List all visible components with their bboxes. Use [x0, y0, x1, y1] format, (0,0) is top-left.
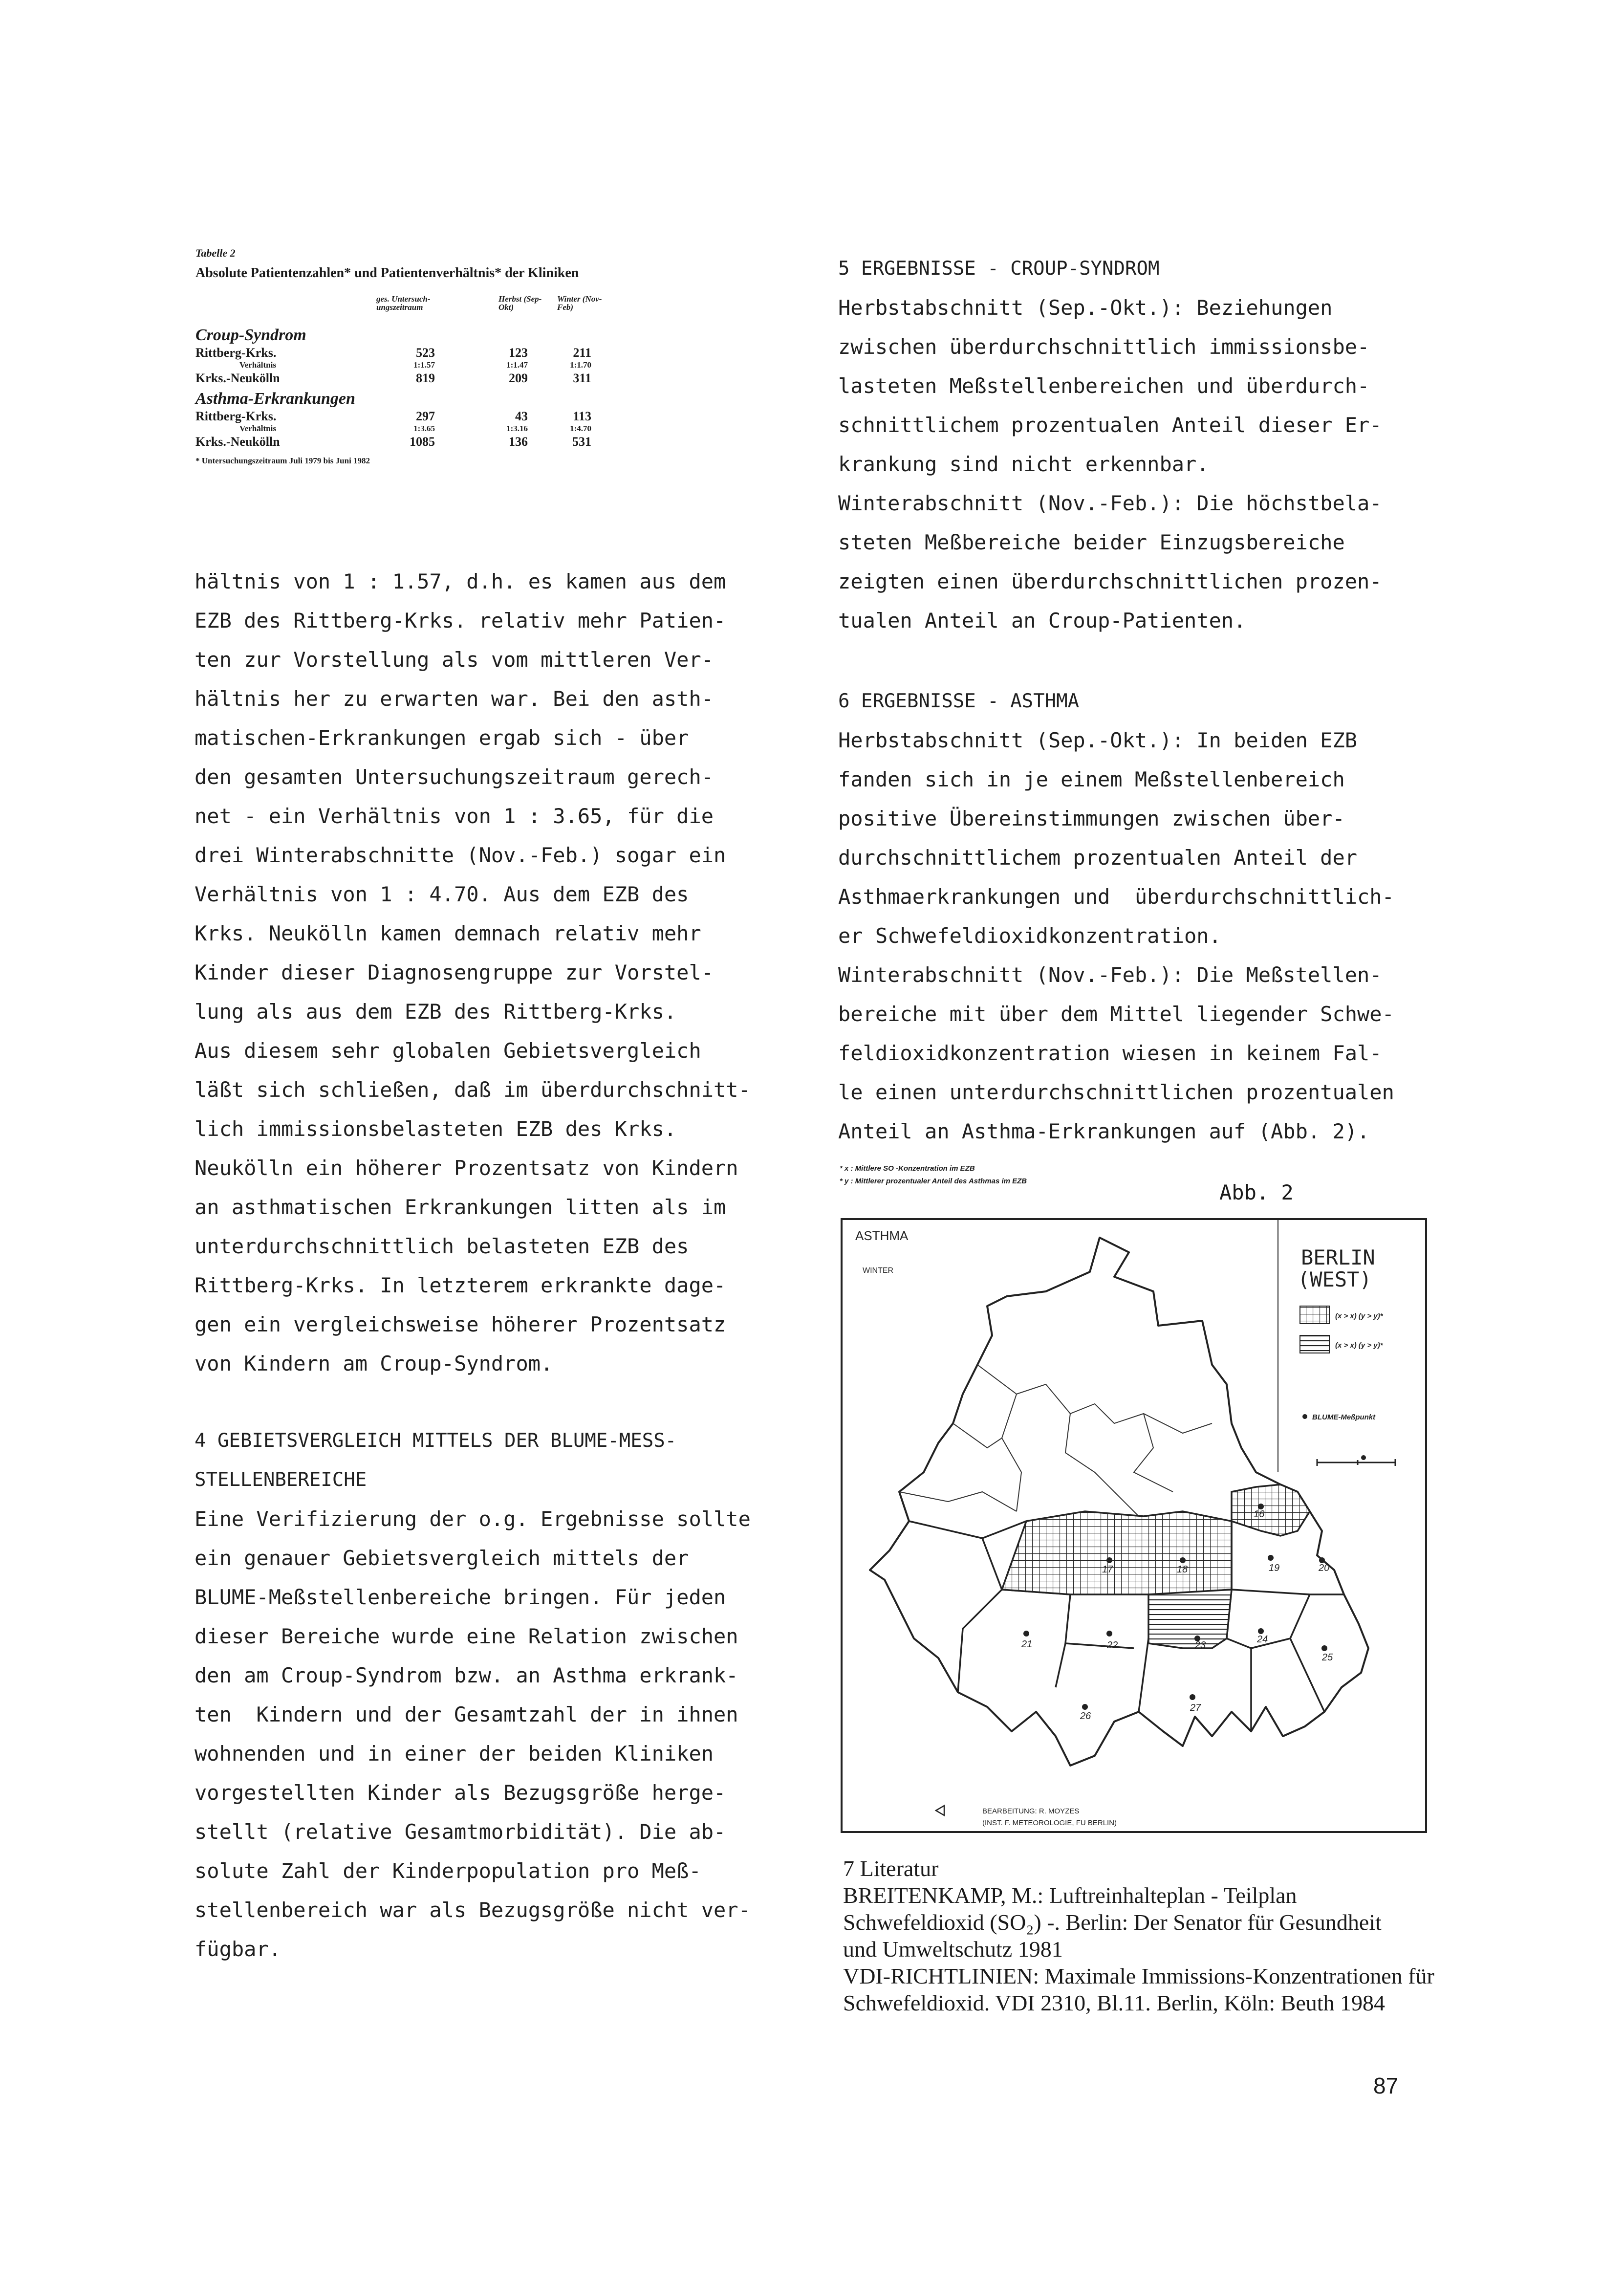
text-line: hältnis von 1 : 1.57, d.h. es kamen aus dem: [195, 569, 726, 593]
text-line: Kinder dieser Diagnosengruppe zur Vorstel-: [195, 960, 714, 984]
area-label-20: 20: [1319, 1563, 1330, 1573]
section-4-heading-2: STELLENBEREICHE: [195, 1469, 367, 1491]
section-6-body: [838, 721, 1444, 1151]
table-row: [195, 346, 689, 360]
table-cell: 523: [416, 346, 435, 360]
text-line: Winterabschnitt (Nov.-Feb.): Die höchstbela-: [838, 491, 1382, 515]
text-line: stellt (relative Gesamtmorbidität). Die ab-: [195, 1820, 726, 1844]
credit-line-2: (INST. F. METEOROLOGIE, FU BERLIN): [982, 1819, 1117, 1827]
table-row: [195, 424, 689, 435]
table-cell: 1:4.70: [570, 424, 591, 433]
text-line: feldioxidkonzentration wiesen in keinem Fal-: [838, 1041, 1382, 1065]
legend-title-1: BERLIN: [1301, 1245, 1375, 1269]
table-cell: 1:3.16: [506, 424, 528, 433]
legend-item-3: BLUME-Meßpunkt: [1312, 1413, 1376, 1421]
text-line: fanden sich in je einem Meßstellenbereich: [838, 767, 1345, 791]
text-line: zeigten einen überdurchschnittlichen prozen-: [838, 569, 1382, 593]
text-line: vorgestellten Kinder als Bezugsgröße herge-: [195, 1781, 726, 1805]
text-line: schnittlichem prozentualen Anteil dieser Er-: [838, 413, 1382, 437]
text-line: Anteil an Asthma-Erkrankungen auf (Abb. 2).: [838, 1119, 1370, 1143]
area-23-hlines: [1148, 1590, 1232, 1648]
table-header: [195, 295, 689, 322]
text-line: Neukölln ein höherer Prozentsatz von Kindern: [195, 1156, 738, 1180]
legend-item-2: (x > x) (y > y)*: [1335, 1341, 1383, 1350]
text-line: steten Meßbereiche beider Einzugsbereiche: [838, 530, 1345, 554]
text-line: VDI-RICHTLINIEN: Maximale Immissions-Konzentrationen für: [843, 1964, 1434, 1988]
text-line: Rittberg-Krks. In letzterem erkrankte dage-: [195, 1273, 726, 1297]
text-line: ein genauer Gebietsvergleich mittels der: [195, 1546, 689, 1570]
table-footnote: * Untersuchungszeitraum Juli 1979 bis Juni 1982: [195, 456, 370, 465]
section-5-body: [838, 288, 1444, 640]
table-row: [195, 360, 689, 371]
section-4: [195, 1421, 796, 1969]
area-label-22: 22: [1107, 1640, 1118, 1651]
text-line: ten zur Vorstellung als vom mittleren Ver-: [195, 648, 714, 672]
text-line: läßt sich schließen, daß im überdurchschnitt-: [195, 1078, 751, 1102]
text-line: Schwefeldioxid. VDI 2310, Bl.11. Berlin, Köln: Beuth 1984: [843, 1990, 1386, 2015]
row-label: Krks.-Neukölln: [195, 435, 280, 449]
area-label-18: 18: [1177, 1564, 1188, 1575]
figure-note-x: * x : Mittlere SO -Konzentration im EZB: [840, 1164, 975, 1173]
text-line: Verhältnis von 1 : 4.70. Aus dem EZB des: [195, 882, 689, 906]
text-line: Herbstabschnitt (Sep.-Okt.): In beiden EZB: [838, 728, 1358, 752]
text-line: lasteten Meßstellenbereichen und überdurch-: [838, 374, 1370, 398]
area-label-23: 23: [1195, 1640, 1206, 1651]
table-body: [195, 326, 689, 449]
table-cell: 311: [573, 371, 591, 385]
section-5: [838, 249, 1444, 640]
section-4-body: [195, 1500, 796, 1969]
text-line: von Kindern am Croup-Syndrom.: [195, 1352, 553, 1375]
area-label-16: 16: [1254, 1509, 1265, 1520]
text-line: Aus diesem sehr globalen Gebietsvergleich: [195, 1039, 701, 1063]
legend-title-2: (WEST): [1298, 1267, 1372, 1291]
table-cell: 113: [573, 409, 591, 423]
area-label-27: 27: [1190, 1702, 1201, 1713]
literature-heading: 7 Literatur: [843, 1856, 939, 1881]
text-line: Asthmaerkrankungen und überdurchschnittlich-: [838, 885, 1394, 909]
text-line: gen ein vergleichsweise höherer Prozentsatz: [195, 1312, 726, 1336]
text-line: Krks. Neukölln kamen demnach relativ mehr: [195, 921, 701, 945]
table-row: [195, 371, 689, 386]
text-line: durchschnittlichem prozentualen Anteil der: [838, 846, 1358, 870]
text-line: wohnenden und in einer der beiden Kliniken: [195, 1742, 714, 1766]
text-line: er Schwefeldioxidkonzentration.: [838, 924, 1221, 948]
section-6-heading: 6 ERGEBNISSE - ASTHMA: [838, 690, 1080, 712]
section-4-heading-1: 4 GEBIETSVERGLEICH MITTELS DER BLUME-MESS-: [195, 1430, 677, 1452]
text-line: bereiche mit über dem Mittel liegender Schwe-: [838, 1002, 1394, 1026]
table-group-heading: Croup-Syndrom: [195, 326, 306, 344]
text-line: matischen-Erkrankungen ergab sich - über: [195, 726, 689, 750]
page-number: 87: [1373, 2073, 1399, 2098]
text-line: zwischen überdurchschnittlich immissionsbe-: [838, 335, 1370, 359]
text-line: lung als aus dem EZB des Rittberg-Krks.: [195, 1000, 677, 1024]
table-cell: 1:3.65: [413, 424, 435, 433]
row-label: Verhältnis: [239, 424, 276, 433]
table-cell: 1:1.47: [506, 360, 528, 370]
table-cell: 123: [509, 346, 528, 360]
section-5-heading: 5 ERGEBNISSE - CROUP-SYNDROM: [838, 258, 1160, 280]
text-line: drei Winterabschnitte (Nov.-Feb.) sogar ein: [195, 843, 726, 867]
text-line: an asthmatischen Erkrankungen litten als im: [195, 1195, 726, 1219]
table-label: Tabelle 2: [195, 247, 236, 259]
text-line: Winterabschnitt (Nov.-Feb.): Die Meßstellen-: [838, 963, 1382, 987]
text-line: ten Kindern und der Gesamtzahl der in ihnen: [195, 1702, 738, 1726]
area-label-26: 26: [1080, 1711, 1091, 1722]
table-cell: 819: [416, 371, 435, 385]
text-line: lich immissionsbelasteten EZB des Krks.: [195, 1117, 677, 1141]
text-line: le einen unterdurchschnittlichen prozentualen: [838, 1080, 1394, 1104]
row-label: Rittberg-Krks.: [195, 409, 277, 423]
table-cell: 297: [416, 409, 435, 423]
table-cell: 1:1.57: [413, 360, 435, 370]
text-line: den gesamten Untersuchungszeitraum gerech-: [195, 765, 714, 789]
area-label-21: 21: [1021, 1639, 1033, 1650]
table-row: [195, 409, 689, 424]
left-paragraph: [195, 562, 796, 1383]
area-label-17: 17: [1102, 1564, 1113, 1575]
text-line: den am Croup-Syndrom bzw. an Asthma erkrank-: [195, 1663, 738, 1687]
area-label-25: 25: [1322, 1652, 1333, 1663]
literature: [843, 1855, 1478, 2016]
table-cell: 43: [515, 409, 528, 423]
text-line: dieser Bereiche wurde eine Relation zwischen: [195, 1624, 738, 1648]
row-label: Rittberg-Krks.: [195, 346, 277, 360]
header-total: ges. Untersuch-ungszeitraum: [376, 294, 431, 312]
text-line: BREITENKAMP, M.: Luftreinhalteplan - Teilplan: [843, 1883, 1297, 1908]
map-subtitle: WINTER: [863, 1266, 894, 1275]
table-title: Absolute Patientenzahlen* und Patientenverhältnis* der Kliniken: [195, 265, 579, 281]
text-line: und Umweltschutz 1981: [843, 1937, 1063, 1962]
credit-line-1: BEARBEITUNG: R. MOYZES: [982, 1807, 1080, 1815]
area-label-19: 19: [1269, 1563, 1280, 1573]
text-line: EZB des Rittberg-Krks. relativ mehr Patien-: [195, 609, 726, 633]
table-cell: 531: [572, 435, 591, 449]
table-cell: 1085: [410, 435, 435, 449]
table-cell: 209: [509, 371, 528, 385]
area-17-18-grid: [1002, 1511, 1232, 1594]
text-line: BLUME-Meßstellenbereiche bringen. Für jeden: [195, 1585, 726, 1609]
map-title: ASTHMA: [855, 1228, 909, 1243]
table-cell: 1:1.70: [570, 360, 591, 370]
text-line: unterdurchschnittlich belasteten EZB des: [195, 1234, 689, 1258]
figure-note-y: * y : Mittlerer prozentualer Anteil des Asthmas im EZB: [840, 1177, 1027, 1185]
berlin-map: [841, 1218, 1427, 1833]
area-label-24: 24: [1257, 1634, 1268, 1645]
literature-list: [843, 1882, 1478, 2016]
row-label: Krks.-Neukölln: [195, 371, 280, 385]
text-line: positive Übereinstimmungen zwischen über-: [838, 807, 1345, 830]
table-row: [195, 435, 689, 449]
header-winter: Winter (Nov-Feb): [557, 294, 602, 312]
text-line: fügbar.: [195, 1937, 281, 1961]
text-line: stellenbereich war als Bezugsgröße nicht ver-: [195, 1898, 751, 1922]
text-line: hältnis her zu erwarten war. Bei den asth-: [195, 687, 714, 711]
table-group-heading: Asthma-Erkrankungen: [195, 390, 355, 408]
text-line: tualen Anteil an Croup-Patienten.: [838, 609, 1246, 633]
text-line: solute Zahl der Kinderpopulation pro Meß-: [195, 1859, 701, 1883]
row-label: Verhältnis: [239, 360, 276, 370]
table-cell: 211: [573, 346, 591, 360]
text-line: krankung sind nicht erkennbar.: [838, 452, 1209, 476]
table-cell: 136: [509, 435, 528, 449]
text-line: Herbstabschnitt (Sep.-Okt.): Beziehungen: [838, 296, 1333, 320]
section-6: [838, 682, 1444, 1151]
header-autumn: Herbst (Sep-Okt): [498, 294, 542, 312]
table-2: [195, 247, 689, 466]
figure-label: Abb. 2: [1219, 1180, 1294, 1204]
legend-item-1: (x > x) (y > y)*: [1335, 1312, 1383, 1320]
text-line: net - ein Verhältnis von 1 : 3.65, für die: [195, 804, 714, 828]
text-line: Schwefeldioxid (SO₂) -. Berlin: Der Senator für Gesundheit: [843, 1910, 1382, 1935]
figure-notes: [840, 1162, 1027, 1188]
text-line: Eine Verifizierung der o.g. Ergebnisse sollte: [195, 1507, 751, 1531]
